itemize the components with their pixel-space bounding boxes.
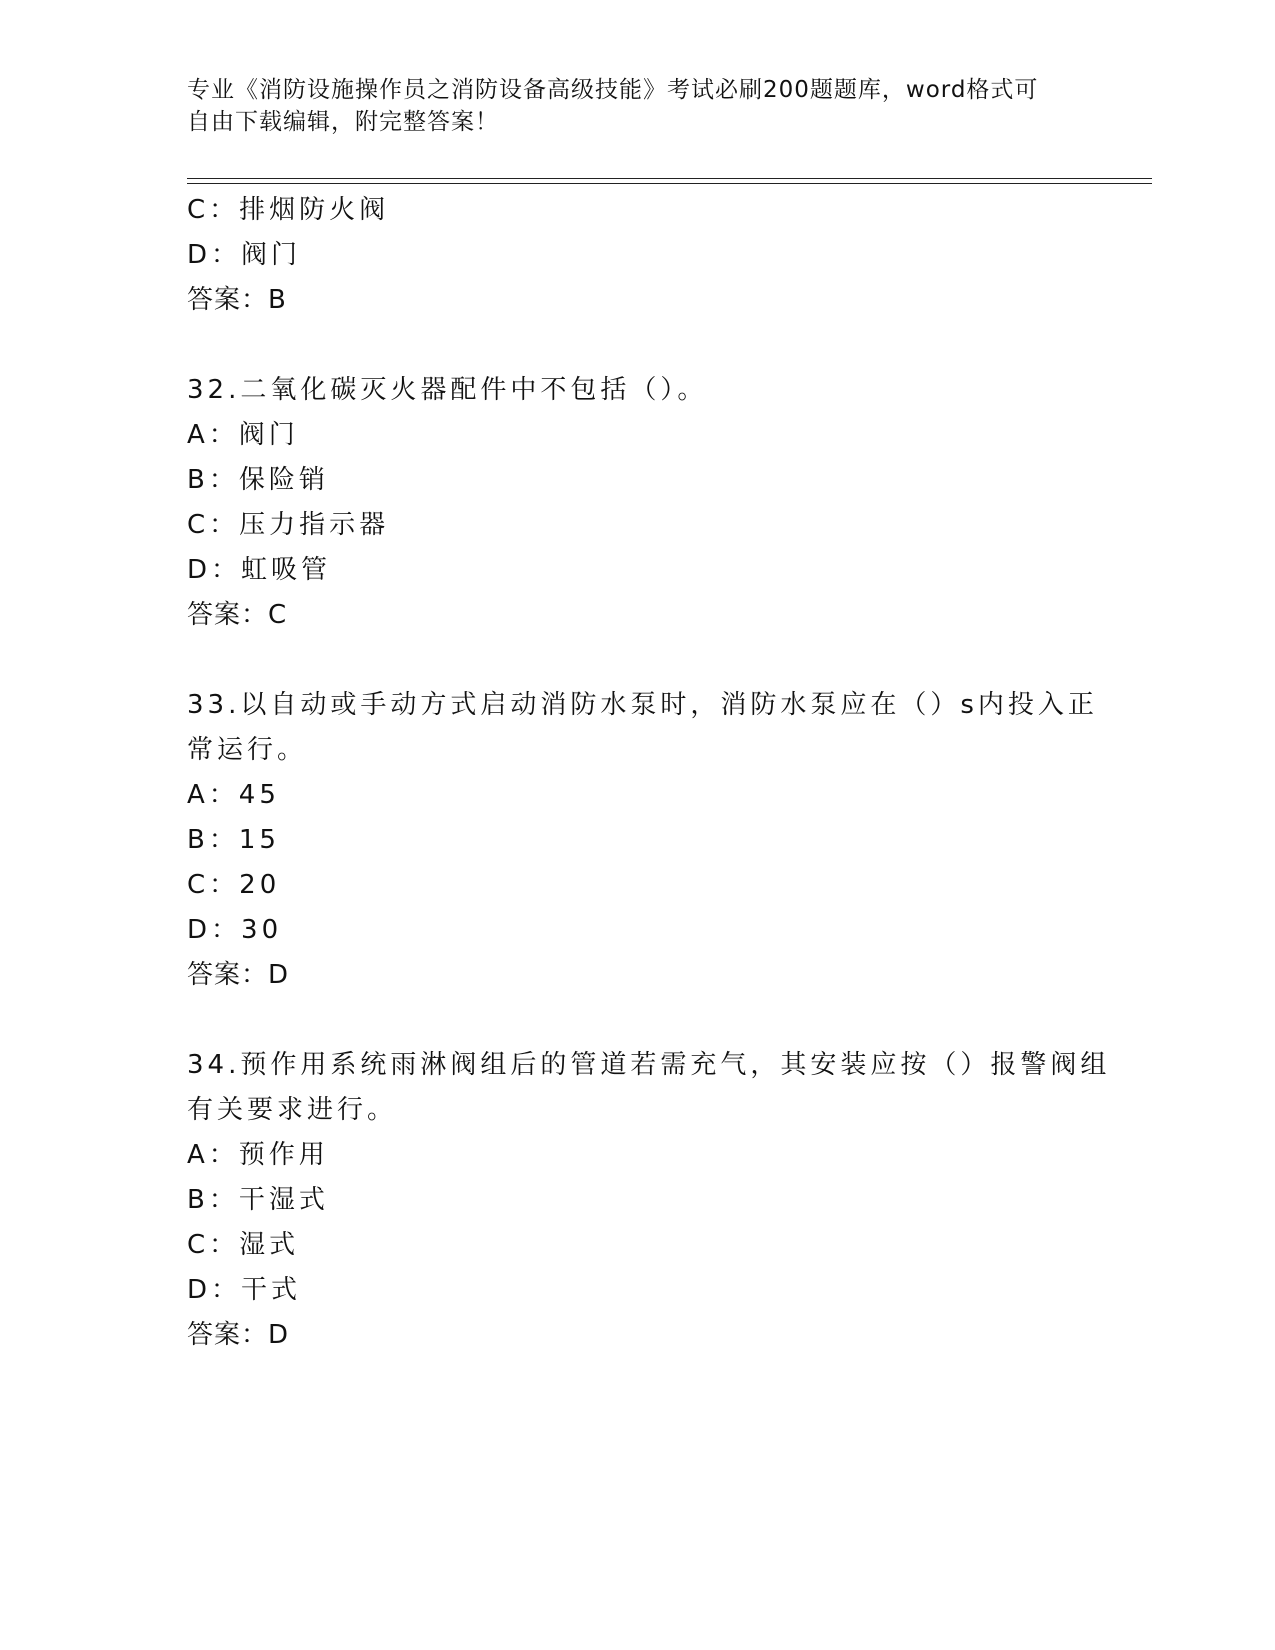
- spacer: [187, 323, 1067, 368]
- option-a: A：阀门: [187, 420, 299, 450]
- previous-question-tail: [187, 188, 1067, 323]
- question-32: [187, 368, 1067, 638]
- question-34: [187, 1043, 1111, 1358]
- spacer: [187, 638, 1067, 683]
- option-d: D：30: [187, 915, 283, 945]
- document-header: [187, 74, 1067, 138]
- answer: 答案：D: [187, 1320, 290, 1350]
- header-line-1: 专业《消防设施操作员之消防设备高级技能》考试必刷200题题库，word格式可: [187, 77, 1039, 103]
- option-c: C：湿式: [187, 1230, 300, 1260]
- answer: 答案：B: [187, 285, 287, 315]
- option-b: B：干湿式: [187, 1185, 329, 1215]
- spacer: [187, 998, 1067, 1043]
- question-text-line-1: 33.以自动或手动方式启动消防水泵时，消防水泵应在（）s内投入正: [187, 690, 1098, 720]
- option-b: B：15: [187, 825, 280, 855]
- question-text: 32.二氧化碳灭火器配件中不包括（）。: [187, 375, 708, 405]
- question-list: [187, 188, 1111, 1358]
- question-33: [187, 683, 1098, 998]
- header-divider-bottom: [187, 183, 1152, 184]
- answer: 答案：D: [187, 960, 290, 990]
- header-line-2: 自由下载编辑，附完整答案！: [187, 109, 499, 135]
- question-text-line-2: 常运行。: [187, 735, 308, 765]
- option-c: C：排烟防火阀: [187, 195, 390, 225]
- option-c: C：压力指示器: [187, 510, 390, 540]
- option-a: A：45: [187, 780, 280, 810]
- option-d: D：虹吸管: [187, 555, 332, 585]
- question-text-line-2: 有关要求进行。: [187, 1095, 398, 1125]
- option-c: C：20: [187, 870, 281, 900]
- option-d: D：阀门: [187, 240, 302, 270]
- answer: 答案：C: [187, 600, 288, 630]
- header-divider-top: [187, 178, 1152, 179]
- question-text-line-1: 34.预作用系统雨淋阀组后的管道若需充气，其安装应按（）报警阀组: [187, 1050, 1111, 1080]
- option-b: B：保险销: [187, 465, 329, 495]
- option-a: A：预作用: [187, 1140, 329, 1170]
- option-d: D：干式: [187, 1275, 302, 1305]
